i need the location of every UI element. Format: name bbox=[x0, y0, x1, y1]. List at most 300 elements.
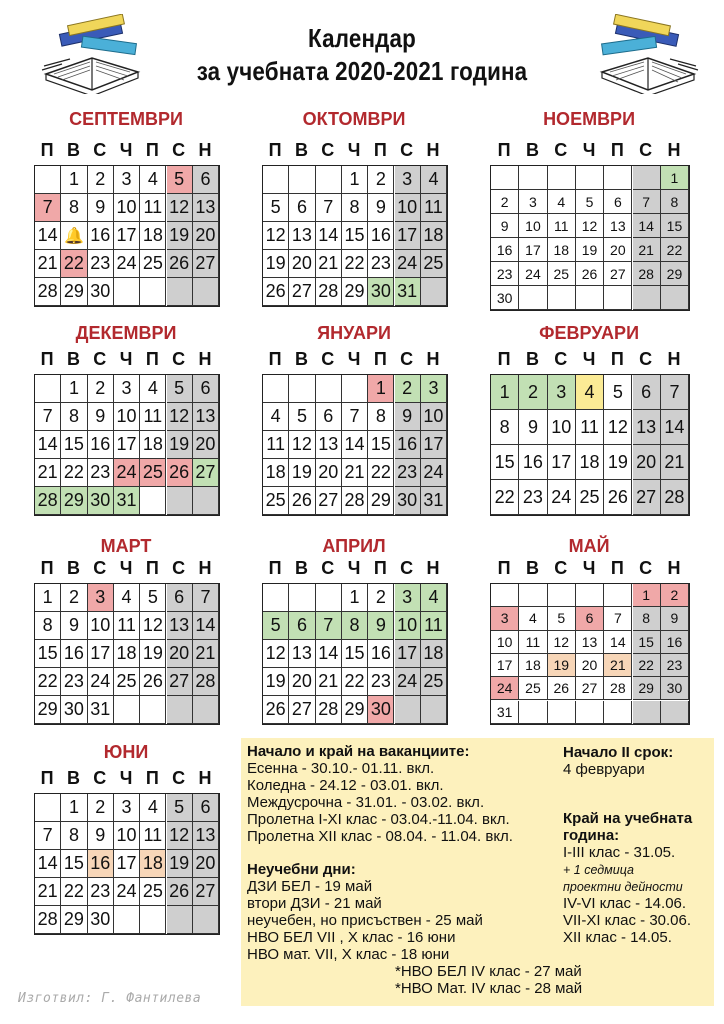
day-cell: 4 bbox=[519, 607, 547, 630]
day-cell: 13 bbox=[316, 431, 342, 459]
weekday-label: С bbox=[321, 140, 335, 160]
day-cell: 30 bbox=[61, 696, 87, 724]
day-cell: 14 bbox=[35, 850, 61, 878]
empty-cell bbox=[167, 906, 193, 934]
weekday-label: Ч bbox=[347, 140, 361, 160]
day-cell: 15 bbox=[661, 214, 689, 238]
month-name: ЯНУАРИ bbox=[317, 323, 391, 343]
day-cell: 11 bbox=[140, 822, 166, 850]
day-cell: 25 bbox=[421, 250, 447, 278]
weekday-label: Ч bbox=[347, 349, 361, 369]
month-name: МАРТ bbox=[100, 536, 152, 556]
day-cell: 15 bbox=[342, 640, 368, 668]
empty-cell bbox=[576, 701, 604, 724]
weekday-label: П bbox=[610, 140, 624, 160]
day-cell: 25 bbox=[263, 487, 289, 515]
vacation-line: Пролетна I-XI клас - 03.04.-11.04. вкл. bbox=[247, 811, 510, 828]
weekday-label: Н bbox=[198, 768, 212, 788]
day-cell: 20 bbox=[316, 459, 342, 487]
day-cell: 3 bbox=[395, 584, 421, 612]
empty-cell bbox=[193, 906, 219, 934]
month-grid bbox=[34, 165, 220, 307]
day-cell: 27 bbox=[316, 487, 342, 515]
day-cell: 24 bbox=[491, 677, 519, 700]
day-cell: 26 bbox=[167, 250, 193, 278]
empty-cell bbox=[289, 375, 315, 403]
empty-cell bbox=[421, 696, 447, 724]
title-line-2: за учебната 2020-2021 година bbox=[196, 56, 528, 86]
weekday-label: С bbox=[93, 349, 107, 369]
empty-cell bbox=[548, 701, 576, 724]
day-cell: 22 bbox=[342, 668, 368, 696]
day-cell: 23 bbox=[88, 459, 114, 487]
day-cell: 6 bbox=[289, 612, 315, 640]
day-cell: 8 bbox=[633, 607, 661, 630]
day-cell: 24 bbox=[114, 250, 140, 278]
empty-cell bbox=[604, 701, 632, 724]
empty-cell bbox=[140, 906, 166, 934]
day-cell: 25 bbox=[421, 668, 447, 696]
day-cell: 5 bbox=[167, 375, 193, 403]
empty-cell bbox=[548, 286, 576, 310]
empty-cell bbox=[114, 696, 140, 724]
day-cell: 9 bbox=[368, 194, 394, 222]
day-cell: 16 bbox=[88, 850, 114, 878]
day-cell: 8 bbox=[35, 612, 61, 640]
weekday-header bbox=[490, 140, 710, 160]
day-cell: 17 bbox=[395, 222, 421, 250]
day-cell: 3 bbox=[114, 166, 140, 194]
day-cell: 20 bbox=[633, 445, 661, 480]
day-cell: 1 bbox=[61, 375, 87, 403]
day-cell: 7 bbox=[35, 194, 61, 222]
day-cell: 21 bbox=[661, 445, 689, 480]
day-cell: 12 bbox=[289, 431, 315, 459]
weekday-label: С bbox=[400, 349, 414, 369]
weekday-label: Н bbox=[667, 558, 681, 578]
day-cell: 17 bbox=[491, 654, 519, 677]
empty-cell bbox=[263, 166, 289, 194]
day-cell: 29 bbox=[342, 696, 368, 724]
day-cell: 7 bbox=[316, 194, 342, 222]
weekday-label: С bbox=[93, 768, 107, 788]
day-cell: 29 bbox=[368, 487, 394, 515]
day-cell: 4 bbox=[548, 190, 576, 214]
day-cell: 25 bbox=[519, 677, 547, 700]
day-cell: 14 bbox=[661, 410, 689, 445]
day-cell: 2 bbox=[519, 375, 547, 410]
day-cell: 25 bbox=[548, 262, 576, 286]
day-cell: 10 bbox=[114, 403, 140, 431]
day-cell: 14 bbox=[193, 612, 219, 640]
day-cell: 28 bbox=[35, 487, 61, 515]
day-cell: 13 bbox=[576, 631, 604, 654]
day-cell: 1 bbox=[35, 584, 61, 612]
day-cell: 21 bbox=[35, 459, 61, 487]
day-cell: 16 bbox=[491, 238, 519, 262]
empty-cell bbox=[140, 278, 166, 306]
weekday-label: П bbox=[610, 558, 624, 578]
nonschool-line: НВО мат. VII, X клас - 18 юни bbox=[247, 946, 450, 963]
day-cell: 20 bbox=[289, 250, 315, 278]
day-cell: 14 bbox=[342, 431, 368, 459]
weekday-label: С bbox=[554, 349, 568, 369]
day-cell: 14 bbox=[633, 214, 661, 238]
empty-cell bbox=[661, 701, 689, 724]
day-cell: 3 bbox=[519, 190, 547, 214]
day-cell: 11 bbox=[576, 410, 604, 445]
day-cell: 20 bbox=[193, 222, 219, 250]
weekday-label: Ч bbox=[582, 140, 596, 160]
day-cell: 24 bbox=[114, 459, 140, 487]
day-cell: 30 bbox=[88, 487, 114, 515]
day-cell: 10 bbox=[421, 403, 447, 431]
day-cell: 29 bbox=[61, 278, 87, 306]
day-cell: 21 bbox=[342, 459, 368, 487]
term2-heading: Начало II срок: bbox=[563, 744, 674, 761]
vacations-heading: Начало и край на ваканциите: bbox=[247, 743, 470, 760]
day-cell: 9 bbox=[88, 403, 114, 431]
empty-cell bbox=[316, 375, 342, 403]
day-cell: 15 bbox=[61, 850, 87, 878]
day-cell: 4 bbox=[576, 375, 604, 410]
day-cell: 22 bbox=[35, 668, 61, 696]
day-cell: 7 bbox=[633, 190, 661, 214]
month-grid bbox=[262, 165, 448, 307]
day-cell: 12 bbox=[263, 222, 289, 250]
empty-cell bbox=[167, 278, 193, 306]
day-cell: 15 bbox=[491, 445, 519, 480]
day-cell: 16 bbox=[395, 431, 421, 459]
day-cell: 17 bbox=[88, 640, 114, 668]
day-cell: 24 bbox=[88, 668, 114, 696]
day-cell: 23 bbox=[368, 250, 394, 278]
empty-cell bbox=[193, 278, 219, 306]
day-cell: 13 bbox=[289, 640, 315, 668]
day-cell: 2 bbox=[368, 166, 394, 194]
day-cell: 19 bbox=[140, 640, 166, 668]
day-cell: 2 bbox=[61, 584, 87, 612]
day-cell: 8 bbox=[661, 190, 689, 214]
day-cell: 3 bbox=[114, 794, 140, 822]
empty-cell bbox=[263, 584, 289, 612]
day-cell: 9 bbox=[368, 612, 394, 640]
day-cell: 26 bbox=[140, 668, 166, 696]
day-cell: 28 bbox=[604, 677, 632, 700]
weekday-label: П bbox=[268, 558, 282, 578]
day-cell: 13 bbox=[289, 222, 315, 250]
day-cell: 28 bbox=[316, 278, 342, 306]
nonschool-line: НВО БЕЛ VII , X клас - 16 юни bbox=[247, 929, 456, 946]
weekday-label: П bbox=[145, 140, 159, 160]
empty-cell bbox=[342, 375, 368, 403]
day-cell: 7 bbox=[193, 584, 219, 612]
day-cell: 13 bbox=[193, 822, 219, 850]
weekday-label: С bbox=[400, 558, 414, 578]
day-cell: 24 bbox=[395, 668, 421, 696]
day-cell: 11 bbox=[114, 612, 140, 640]
empty-cell bbox=[421, 278, 447, 306]
month-name: АПРИЛ bbox=[322, 536, 386, 556]
bell-icon: 🔔 bbox=[63, 227, 84, 245]
day-cell: 8 bbox=[491, 410, 519, 445]
day-cell: 26 bbox=[576, 262, 604, 286]
nonschool-line: ДЗИ БЕЛ - 19 май bbox=[247, 878, 373, 895]
weekday-label: С bbox=[639, 349, 653, 369]
month-name: МАЙ bbox=[568, 536, 610, 556]
empty-cell bbox=[289, 166, 315, 194]
day-cell: 27 bbox=[604, 262, 632, 286]
day-cell: 18 bbox=[140, 850, 166, 878]
empty-cell bbox=[167, 487, 193, 515]
day-cell: 20 bbox=[193, 431, 219, 459]
month-name: НОЕМВРИ bbox=[543, 109, 636, 129]
day-cell: 13 bbox=[604, 214, 632, 238]
vacation-line: Есенна - 30.10.- 01.11. вкл. bbox=[247, 760, 435, 777]
day-cell: 16 bbox=[61, 640, 87, 668]
day-cell: 9 bbox=[88, 194, 114, 222]
day-cell: 30 bbox=[88, 906, 114, 934]
day-cell: 10 bbox=[114, 822, 140, 850]
day-cell: 25 bbox=[114, 668, 140, 696]
day-cell: 8 bbox=[61, 822, 87, 850]
vacation-line: Коледна - 24.12 - 03.01. вкл. bbox=[247, 777, 444, 794]
day-cell: 17 bbox=[519, 238, 547, 262]
month-name: ЮНИ bbox=[103, 742, 149, 762]
day-cell: 14 bbox=[316, 222, 342, 250]
day-cell: 11 bbox=[519, 631, 547, 654]
empty-cell bbox=[289, 584, 315, 612]
empty-cell bbox=[604, 166, 632, 190]
day-cell: 3 bbox=[421, 375, 447, 403]
weekday-header bbox=[34, 768, 254, 788]
day-cell: 6 bbox=[167, 584, 193, 612]
day-cell: 28 bbox=[316, 696, 342, 724]
day-cell: 1 bbox=[368, 375, 394, 403]
weekday-label: П bbox=[40, 140, 54, 160]
weekday-label: П bbox=[40, 558, 54, 578]
books-icon bbox=[590, 14, 700, 94]
day-cell: 2 bbox=[88, 794, 114, 822]
day-cell: 15 bbox=[633, 631, 661, 654]
day-cell: 5 bbox=[167, 794, 193, 822]
day-cell: 21 bbox=[35, 878, 61, 906]
yearend-note: + 1 седмица bbox=[563, 863, 634, 877]
weekday-label: С bbox=[400, 140, 414, 160]
day-cell: 19 bbox=[548, 654, 576, 677]
weekday-label: П bbox=[145, 349, 159, 369]
term2-value: 4 февруари bbox=[563, 761, 645, 778]
month-grid bbox=[490, 374, 690, 516]
day-cell: 24 bbox=[519, 262, 547, 286]
day-cell: 27 bbox=[193, 250, 219, 278]
weekday-label: Н bbox=[198, 349, 212, 369]
day-cell: 31 bbox=[88, 696, 114, 724]
weekday-label: В bbox=[66, 558, 80, 578]
weekday-label: Н bbox=[667, 140, 681, 160]
day-cell: 4 bbox=[140, 794, 166, 822]
day-cell: 18 bbox=[548, 238, 576, 262]
day-cell: 22 bbox=[61, 878, 87, 906]
day-cell: 19 bbox=[167, 431, 193, 459]
day-cell: 4 bbox=[140, 166, 166, 194]
day-cell: 16 bbox=[88, 431, 114, 459]
day-cell: 7 bbox=[316, 612, 342, 640]
weekday-label: Ч bbox=[347, 558, 361, 578]
empty-cell bbox=[167, 696, 193, 724]
nonschool-line: втори ДЗИ - 21 май bbox=[247, 895, 382, 912]
yearend-heading: година: bbox=[563, 827, 620, 844]
weekday-label: П bbox=[145, 558, 159, 578]
day-cell: 30 bbox=[395, 487, 421, 515]
day-cell: 11 bbox=[263, 431, 289, 459]
day-cell: 7 bbox=[35, 822, 61, 850]
weekday-label: В bbox=[525, 558, 539, 578]
day-cell: 9 bbox=[61, 612, 87, 640]
weekday-header bbox=[490, 558, 710, 578]
day-cell: 29 bbox=[633, 677, 661, 700]
day-cell: 17 bbox=[114, 222, 140, 250]
weekday-label: В bbox=[66, 349, 80, 369]
day-cell: 29 bbox=[61, 487, 87, 515]
empty-cell bbox=[519, 701, 547, 724]
day-cell: 13 bbox=[193, 194, 219, 222]
day-cell: 3 bbox=[491, 607, 519, 630]
day-cell: 30 bbox=[661, 677, 689, 700]
day-cell: 15 bbox=[342, 222, 368, 250]
day-cell: 6 bbox=[633, 375, 661, 410]
day-cell: 4 bbox=[263, 403, 289, 431]
day-cell: 15 bbox=[61, 431, 87, 459]
day-cell: 18 bbox=[140, 222, 166, 250]
empty-cell bbox=[661, 286, 689, 310]
day-cell: 23 bbox=[88, 250, 114, 278]
weekday-label: С bbox=[93, 140, 107, 160]
weekday-label: Ч bbox=[582, 558, 596, 578]
day-cell: 29 bbox=[35, 696, 61, 724]
day-cell: 28 bbox=[342, 487, 368, 515]
day-cell: 16 bbox=[519, 445, 547, 480]
weekday-header bbox=[490, 349, 710, 369]
day-cell: 14 bbox=[604, 631, 632, 654]
day-cell: 26 bbox=[548, 677, 576, 700]
day-cell: 31 bbox=[491, 701, 519, 724]
day-cell: 5 bbox=[604, 375, 632, 410]
day-cell: 28 bbox=[35, 278, 61, 306]
day-cell: 27 bbox=[289, 278, 315, 306]
day-cell: 28 bbox=[193, 668, 219, 696]
day-cell: 12 bbox=[167, 403, 193, 431]
month-grid bbox=[34, 374, 220, 516]
weekday-label: Ч bbox=[119, 558, 133, 578]
day-cell: 13 bbox=[193, 403, 219, 431]
day-cell: 27 bbox=[193, 459, 219, 487]
weekday-label: Н bbox=[426, 140, 440, 160]
yearend-line: VII-XI клас - 30.06. bbox=[563, 912, 692, 929]
title-line-1: Календар bbox=[308, 23, 416, 53]
weekday-label: С bbox=[321, 558, 335, 578]
day-cell: 18 bbox=[421, 640, 447, 668]
day-cell: 12 bbox=[167, 194, 193, 222]
day-cell: 7 bbox=[661, 375, 689, 410]
day-cell: 3 bbox=[548, 375, 576, 410]
yearend-line: I-III клас - 31.05. bbox=[563, 844, 676, 861]
month-name: СЕПТЕМВРИ bbox=[69, 109, 183, 129]
weekday-label: Ч bbox=[119, 140, 133, 160]
weekday-label: П bbox=[373, 140, 387, 160]
day-cell: 5 bbox=[263, 194, 289, 222]
weekday-label: Н bbox=[198, 140, 212, 160]
empty-cell bbox=[633, 286, 661, 310]
day-cell: 27 bbox=[167, 668, 193, 696]
empty-cell bbox=[35, 375, 61, 403]
empty-cell bbox=[576, 584, 604, 607]
day-cell: 10 bbox=[88, 612, 114, 640]
day-cell: 19 bbox=[604, 445, 632, 480]
empty-cell bbox=[633, 166, 661, 190]
day-cell: 22 bbox=[633, 654, 661, 677]
day-cell: 23 bbox=[61, 668, 87, 696]
day-cell: 27 bbox=[633, 480, 661, 515]
weekday-label: П bbox=[373, 558, 387, 578]
day-cell: 9 bbox=[88, 822, 114, 850]
weekday-label: П bbox=[610, 349, 624, 369]
weekday-header bbox=[262, 558, 482, 578]
day-cell: 1 bbox=[342, 166, 368, 194]
weekday-label: П bbox=[497, 558, 511, 578]
day-cell: 24 bbox=[548, 480, 576, 515]
day-cell: 26 bbox=[263, 696, 289, 724]
day-cell: 26 bbox=[289, 487, 315, 515]
day-cell: 13 bbox=[633, 410, 661, 445]
weekday-label: В bbox=[294, 349, 308, 369]
empty-cell bbox=[114, 906, 140, 934]
month-grid bbox=[34, 583, 220, 725]
day-cell: 14 bbox=[316, 640, 342, 668]
weekday-label: П bbox=[268, 349, 282, 369]
day-cell: 15 bbox=[35, 640, 61, 668]
day-cell: 25 bbox=[140, 878, 166, 906]
empty-cell bbox=[576, 286, 604, 310]
day-cell: 22 bbox=[491, 480, 519, 515]
author-credit: Изготвил: Г. Фантилева bbox=[18, 991, 202, 1006]
day-cell: 16 bbox=[368, 640, 394, 668]
day-cell: 20 bbox=[576, 654, 604, 677]
empty-cell bbox=[316, 584, 342, 612]
day-cell: 2 bbox=[368, 584, 394, 612]
weekday-label: Н bbox=[426, 349, 440, 369]
day-cell: 17 bbox=[548, 445, 576, 480]
day-cell: 12 bbox=[548, 631, 576, 654]
day-cell: 4 bbox=[421, 584, 447, 612]
weekday-label: В bbox=[294, 558, 308, 578]
vacation-line: Пролетна XII клас - 08.04. - 11.04. вкл. bbox=[247, 828, 513, 845]
day-cell: 2 bbox=[661, 584, 689, 607]
month-grid bbox=[262, 583, 448, 725]
day-cell: 24 bbox=[395, 250, 421, 278]
day-cell: 23 bbox=[88, 878, 114, 906]
empty-cell bbox=[604, 584, 632, 607]
day-cell: 6 bbox=[193, 375, 219, 403]
empty-cell bbox=[576, 166, 604, 190]
day-cell: 28 bbox=[633, 262, 661, 286]
day-cell: 19 bbox=[576, 238, 604, 262]
day-cell: 4 bbox=[421, 166, 447, 194]
day-cell: 6 bbox=[604, 190, 632, 214]
day-cell: 8 bbox=[61, 403, 87, 431]
day-cell: 5 bbox=[167, 166, 193, 194]
day-cell: 21 bbox=[316, 250, 342, 278]
